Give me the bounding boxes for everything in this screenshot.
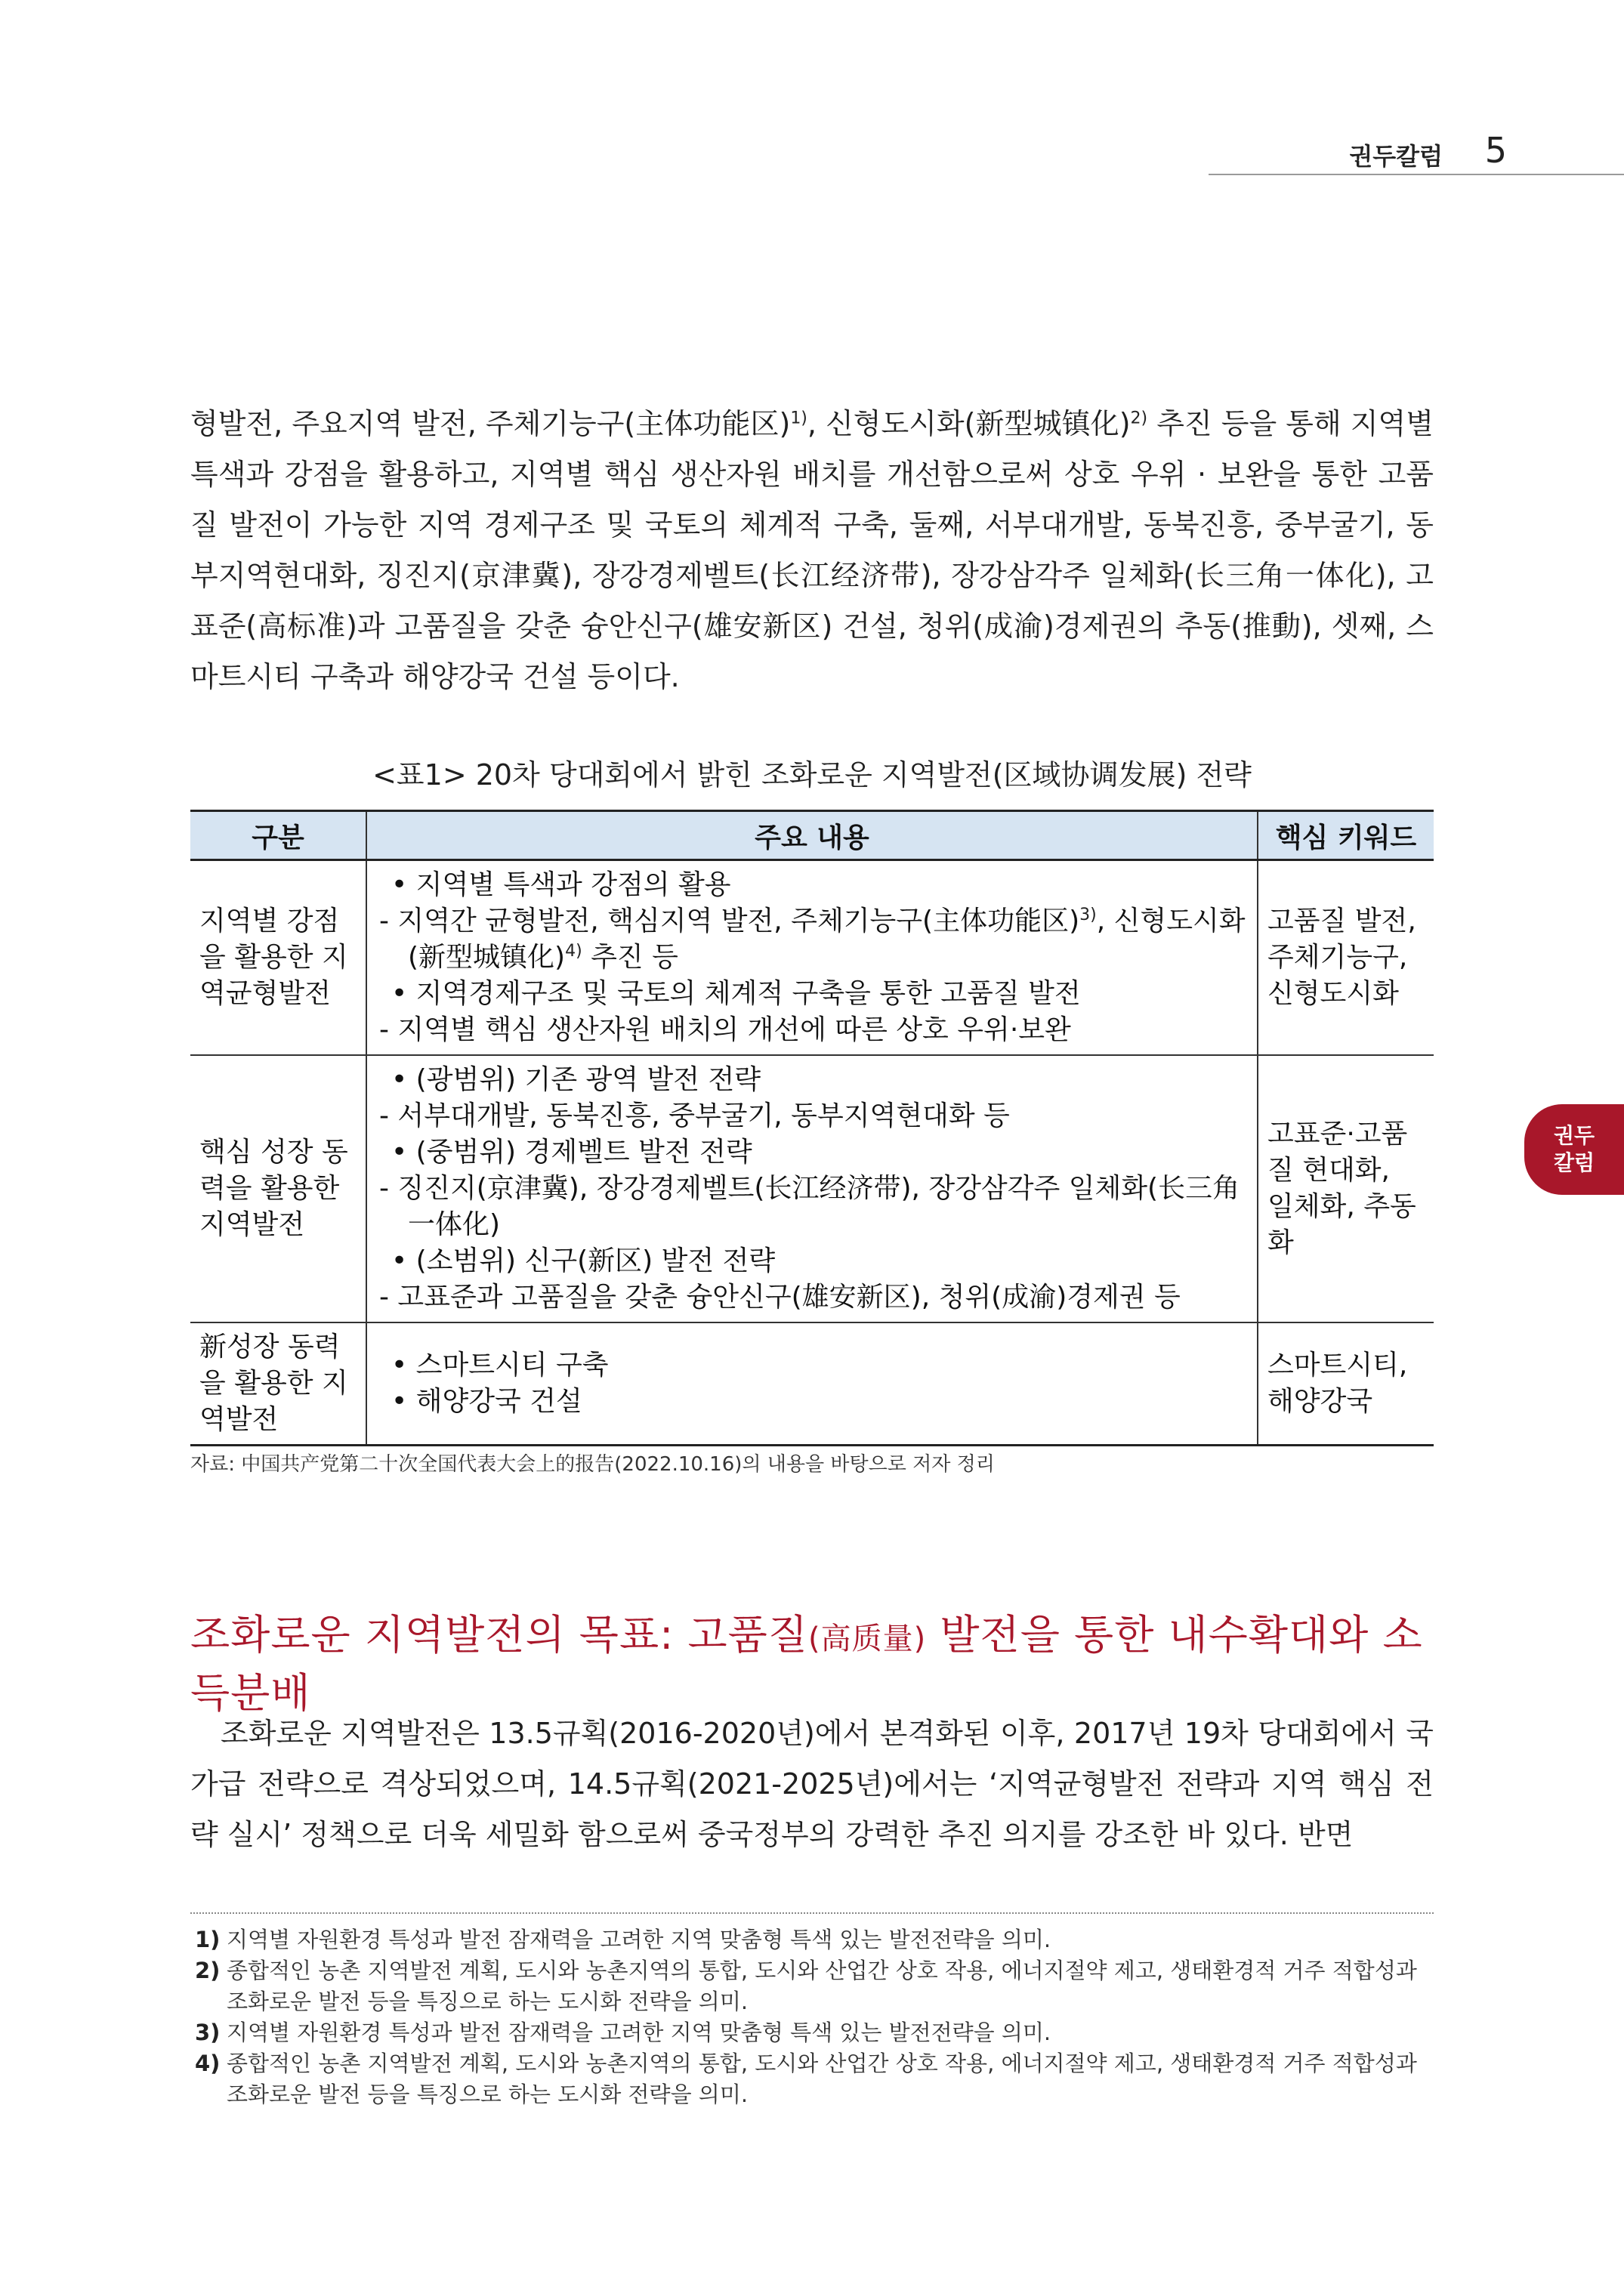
content-bullet: • (소범위) 신구(新区) 발전 전략: [391, 1245, 776, 1276]
row-keywords: 고품질 발전, 주체기능구, 신형도시화: [1258, 860, 1434, 1056]
side-tab-label: 권두칼럼: [1553, 1123, 1595, 1175]
footnote-text: 종합적인 농촌 지역발전 계획, 도시와 농촌지역의 통합, 도시와 산업간 상호 작용, 에너지절약 제고, 생태환경적 거주 적합성과 조화로운 발전 등을 특징으로 하는 도시화 전략을 의미.: [227, 2051, 1417, 2107]
table-source: 자료: 中国共产党第二十次全国代表大会上的报告(2022.10.16)의 내용을 바탕으로 저자 정리: [190, 1453, 995, 1476]
content-bullet: • 스마트시티 구축: [391, 1350, 609, 1381]
body-paragraph-1: [190, 399, 1434, 702]
dash-text: , 신형도시화(新型城镇化): [408, 906, 1246, 973]
footnote-number: 2): [195, 1958, 221, 1983]
table-row: [190, 1055, 1434, 1322]
para1-text-3: 추진 등을 통해 지역별 특색과 강점을 활용하고, 지역별 핵심 생산자원 배치를 개선함으로써 상호 우위 · 보완을 통한 고품질 발전이 가능한 지역 경제구조 및 국토의 체계적 구축, 둘째, 서부대개발, 동북진흥, 중부굴기, 동부지역현대화, 징진지(京津冀), 장강경제벨트(长江经济带), 장강삼각주 일체화(长三角一体化), 고표준(高标准)과 고품질을 갖춘 슝안신구(雄安新区) 건설, 청위(成渝)경제권의 추동(推動), 셋째, 스마트시티 구축과 해양강국 건설 등이다.: [190, 407, 1434, 693]
footnotes-list: [190, 1924, 1434, 2110]
header-content: 주요 내용: [366, 811, 1258, 860]
content-bullet: • 해양강국 건설: [391, 1386, 582, 1417]
content-bullet: • (광범위) 기존 광역 발전 전략: [391, 1064, 761, 1095]
row-keywords: 고표준·고품질 현대화, 일체화, 추동화: [1258, 1055, 1434, 1322]
footnote-ref-3: 3): [1079, 906, 1097, 924]
heading-part: 조화로운 지역발전의 목표: 고품질: [190, 1611, 808, 1659]
section-side-tab: [1524, 1104, 1624, 1195]
footnote-ref-2: 2): [1130, 409, 1148, 428]
footnote-ref-1: 1): [790, 409, 807, 428]
table-caption: <표1> 20차 당대회에서 밝힌 조화로운 지역발전(区域协调发展) 전략: [372, 758, 1252, 792]
content-dash: - 지역별 핵심 생산자원 배치의 개선에 따른 상호 우위·보완: [379, 1014, 1071, 1045]
page-number: 5: [1484, 130, 1507, 171]
footnote-text: 지역별 자원환경 특성과 발전 잠재력을 고려한 지역 맞춤형 특색 있는 발전전략을 의미.: [227, 1927, 1051, 1952]
content-dash: - 고표준과 고품질을 갖춘 슝안신구(雄安新区), 청위(成渝)경제권 등: [379, 1282, 1181, 1313]
footnote-item: [190, 2048, 1434, 2110]
column-label: 권두칼럼: [1349, 142, 1443, 171]
footnote-text: 종합적인 농촌 지역발전 계획, 도시와 농촌지역의 통합, 도시와 산업간 상호 작용, 에너지절약 제고, 생태환경적 거주 적합성과 조화로운 발전 등을 특징으로 하는 도시화 전략을 의미.: [227, 1958, 1417, 2014]
dash-text: 추진 등: [582, 942, 678, 973]
heading-hanja: (高质量): [807, 1622, 927, 1656]
section-heading: [190, 1603, 1434, 1719]
table-row: [190, 860, 1434, 1056]
footnote-ref-4: 4): [565, 942, 582, 961]
content-bullet: • (중범위) 경제벨트 발전 전략: [391, 1137, 752, 1168]
footnote-item: [190, 1924, 1434, 1955]
header-keywords: 핵심 키워드: [1258, 811, 1434, 860]
row-keywords: 스마트시티, 해양강국: [1258, 1322, 1434, 1446]
footnote-item: [190, 1955, 1434, 2017]
row-content: [366, 1322, 1258, 1446]
body-paragraph-2: 조화로운 지역발전은 13.5규획(2016-2020년)에서 본격화된 이후, 2017년 19차 당대회에서 국가급 전략으로 격상되었으며, 14.5규획(2021-2025년)에서는 ‘지역균형발전 전략과 지역 핵심 전략 실시’ 정책으로 더욱 세밀화 함으로써 중국정부의 강력한 추진 의지를 강조한 바 있다. 반면: [190, 1717, 1434, 1851]
page-header: [1209, 130, 1624, 175]
dash-text: - 지역간 균형발전, 핵심지역 발전, 주체기능구(主体功能区): [379, 906, 1080, 937]
para1-text-1: 형발전, 주요지역 발전, 주체기능구(主体功能区): [190, 407, 791, 440]
footnote-number: 3): [195, 2020, 221, 2045]
footnote-number: 4): [195, 2051, 221, 2076]
content-dash: - 징진지(京津冀), 장강경제벨트(长江经济带), 장강삼각주 일체화(长三角一体化): [379, 1173, 1240, 1240]
footnote-item: [190, 2017, 1434, 2048]
footnote-number: 1): [195, 1927, 221, 1952]
content-bullet: • 지역별 특색과 강점의 활용: [391, 869, 731, 900]
row-category: 新성장 동력을 활용한 지역발전: [190, 1322, 366, 1446]
row-content: [366, 860, 1258, 1056]
content-bullet: • 지역경제구조 및 국토의 체계적 구축을 통한 고품질 발전: [391, 978, 1081, 1009]
row-category: 핵심 성장 동력을 활용한 지역발전: [190, 1055, 366, 1322]
header-category: 구분: [190, 811, 366, 860]
content-dash: [376, 903, 1248, 976]
strategy-table: [190, 810, 1434, 1446]
para1-text-2: , 신형도시화(新型城镇化): [807, 407, 1131, 440]
footnote-text: 지역별 자원환경 특성과 발전 잠재력을 고려한 지역 맞춤형 특색 있는 발전전략을 의미.: [227, 2020, 1051, 2045]
heading-part: 발전을 통한 내수확대와 소득분배: [190, 1611, 1423, 1717]
table-header-row: [190, 811, 1434, 860]
table-row: [190, 1322, 1434, 1446]
row-category: 지역별 강점을 활용한 지역균형발전: [190, 860, 366, 1056]
footnote-divider: [190, 1912, 1434, 1914]
row-content: [366, 1055, 1258, 1322]
content-dash: - 서부대개발, 동북진흥, 중부굴기, 동부지역현대화 등: [379, 1100, 1010, 1131]
